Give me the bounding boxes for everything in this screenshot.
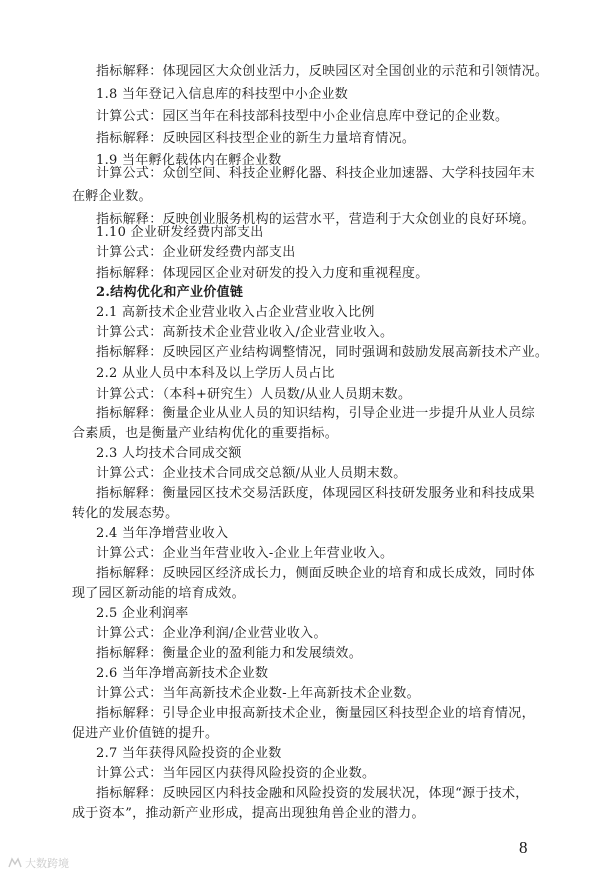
text-line: 转化的发展态势。	[72, 506, 179, 521]
text-line: 现了园区新动能的培育成效。	[72, 586, 245, 601]
text-line: 指标解释：衡量企业从业人员的知识结构，引导企业进一步提升从业人员综	[96, 406, 535, 421]
text-line: 合素质，也是衡量产业结构优化的重要指标。	[72, 426, 339, 441]
text-line: 指标解释：反映园区科技型企业的新生力量培育情况。	[96, 131, 416, 146]
text-line: 指标解释：衡量企业的盈利能力和发展绩效。	[96, 646, 363, 661]
text-line: 指标解释：反映园区经济成长力，侧面反映企业的培育和成长成效，同时体	[96, 566, 535, 581]
text-line: 计算公式：（本科+研究生）人员数/从业人员期末数。	[96, 387, 412, 402]
section-heading: 2.4 当年净增营业收入	[96, 526, 229, 541]
section-heading: 2.2 从业人员中本科及以上学历人员占比	[96, 366, 335, 381]
section-heading: 2.5 企业利润率	[96, 606, 189, 621]
text-line: 计算公式：企业研发经费内部支出	[96, 245, 296, 260]
chapter-heading: 2.结构优化和产业价值链	[96, 285, 244, 300]
text-line: 计算公式：企业当年营业收入-企业上年营业收入。	[96, 546, 394, 561]
text-line: 计算公式：高新技术企业营业收入/企业营业收入。	[96, 325, 394, 340]
text-line: 指标解释：衡量园区技术交易活跃度，体现园区科技研发服务业和科技成果	[96, 486, 535, 501]
text-line: 计算公式：园区当年在科技部科技型中小企业信息库中登记的企业数。	[96, 109, 509, 124]
page-number: 8	[519, 838, 528, 857]
text-line: 计算公式：企业净利润/企业营业收入。	[96, 626, 327, 641]
section-heading: 2.3 人均技术合同成交额	[96, 446, 242, 461]
section-heading: 1.10 企业研发经费内部支出	[96, 225, 264, 240]
section-heading: 1.9 当年孵化载体内在孵企业数	[96, 153, 282, 168]
text-line: 指标解释：反映园区内科技金融和风险投资的发展状况，体现“源于技术，	[96, 786, 529, 801]
text-line: 指标解释：引导企业申报高新技术企业，衡量园区科技型企业的培育情况，	[96, 706, 535, 721]
text-line: 计算公式：众创空间、科技企业孵化器、科技企业加速器、大学科技园年末	[96, 166, 535, 181]
watermark	[8, 855, 69, 871]
text-line: 指标解释：体现园区企业对研发的投入力度和重视程度。	[96, 266, 429, 281]
section-heading: 2.7 当年获得风险投资的企业数	[96, 746, 282, 761]
text-line: 指标解释：体现园区大众创业活力，反映园区对全国创业的示范和引领情况。	[96, 64, 549, 79]
logo-icon	[8, 857, 22, 869]
section-heading: 2.1 高新技术企业营业收入占企业营业收入比例	[96, 305, 375, 320]
text-line: 计算公式：当年园区内获得风险投资的企业数。	[96, 766, 376, 781]
text-line: 指标解释：反映创业服务机构的运营水平，营造利于大众创业的良好环境。	[96, 212, 535, 227]
text-line: 促进产业价值链的提升。	[72, 726, 219, 741]
section-heading: 1.8 当年登记入信息库的科技型中小企业数	[96, 87, 349, 102]
text-line: 计算公式：企业技术合同成交总额/从业人员期末数。	[96, 466, 407, 481]
section-heading: 2.6 当年净增高新技术企业数	[96, 666, 269, 681]
text-line: 计算公式：当年高新技术企业数-上年高新技术企业数。	[96, 686, 420, 701]
text-line: 在孵企业数。	[72, 189, 152, 204]
watermark-text: 大数跨境	[25, 857, 69, 870]
text-line: 成于资本”，推动新产业形成，提高出现独角兽企业的潜力。	[72, 806, 425, 821]
text-line: 指标解释：反映园区产业结构调整情况，同时强调和鼓励发展高新技术产业。	[96, 345, 549, 360]
